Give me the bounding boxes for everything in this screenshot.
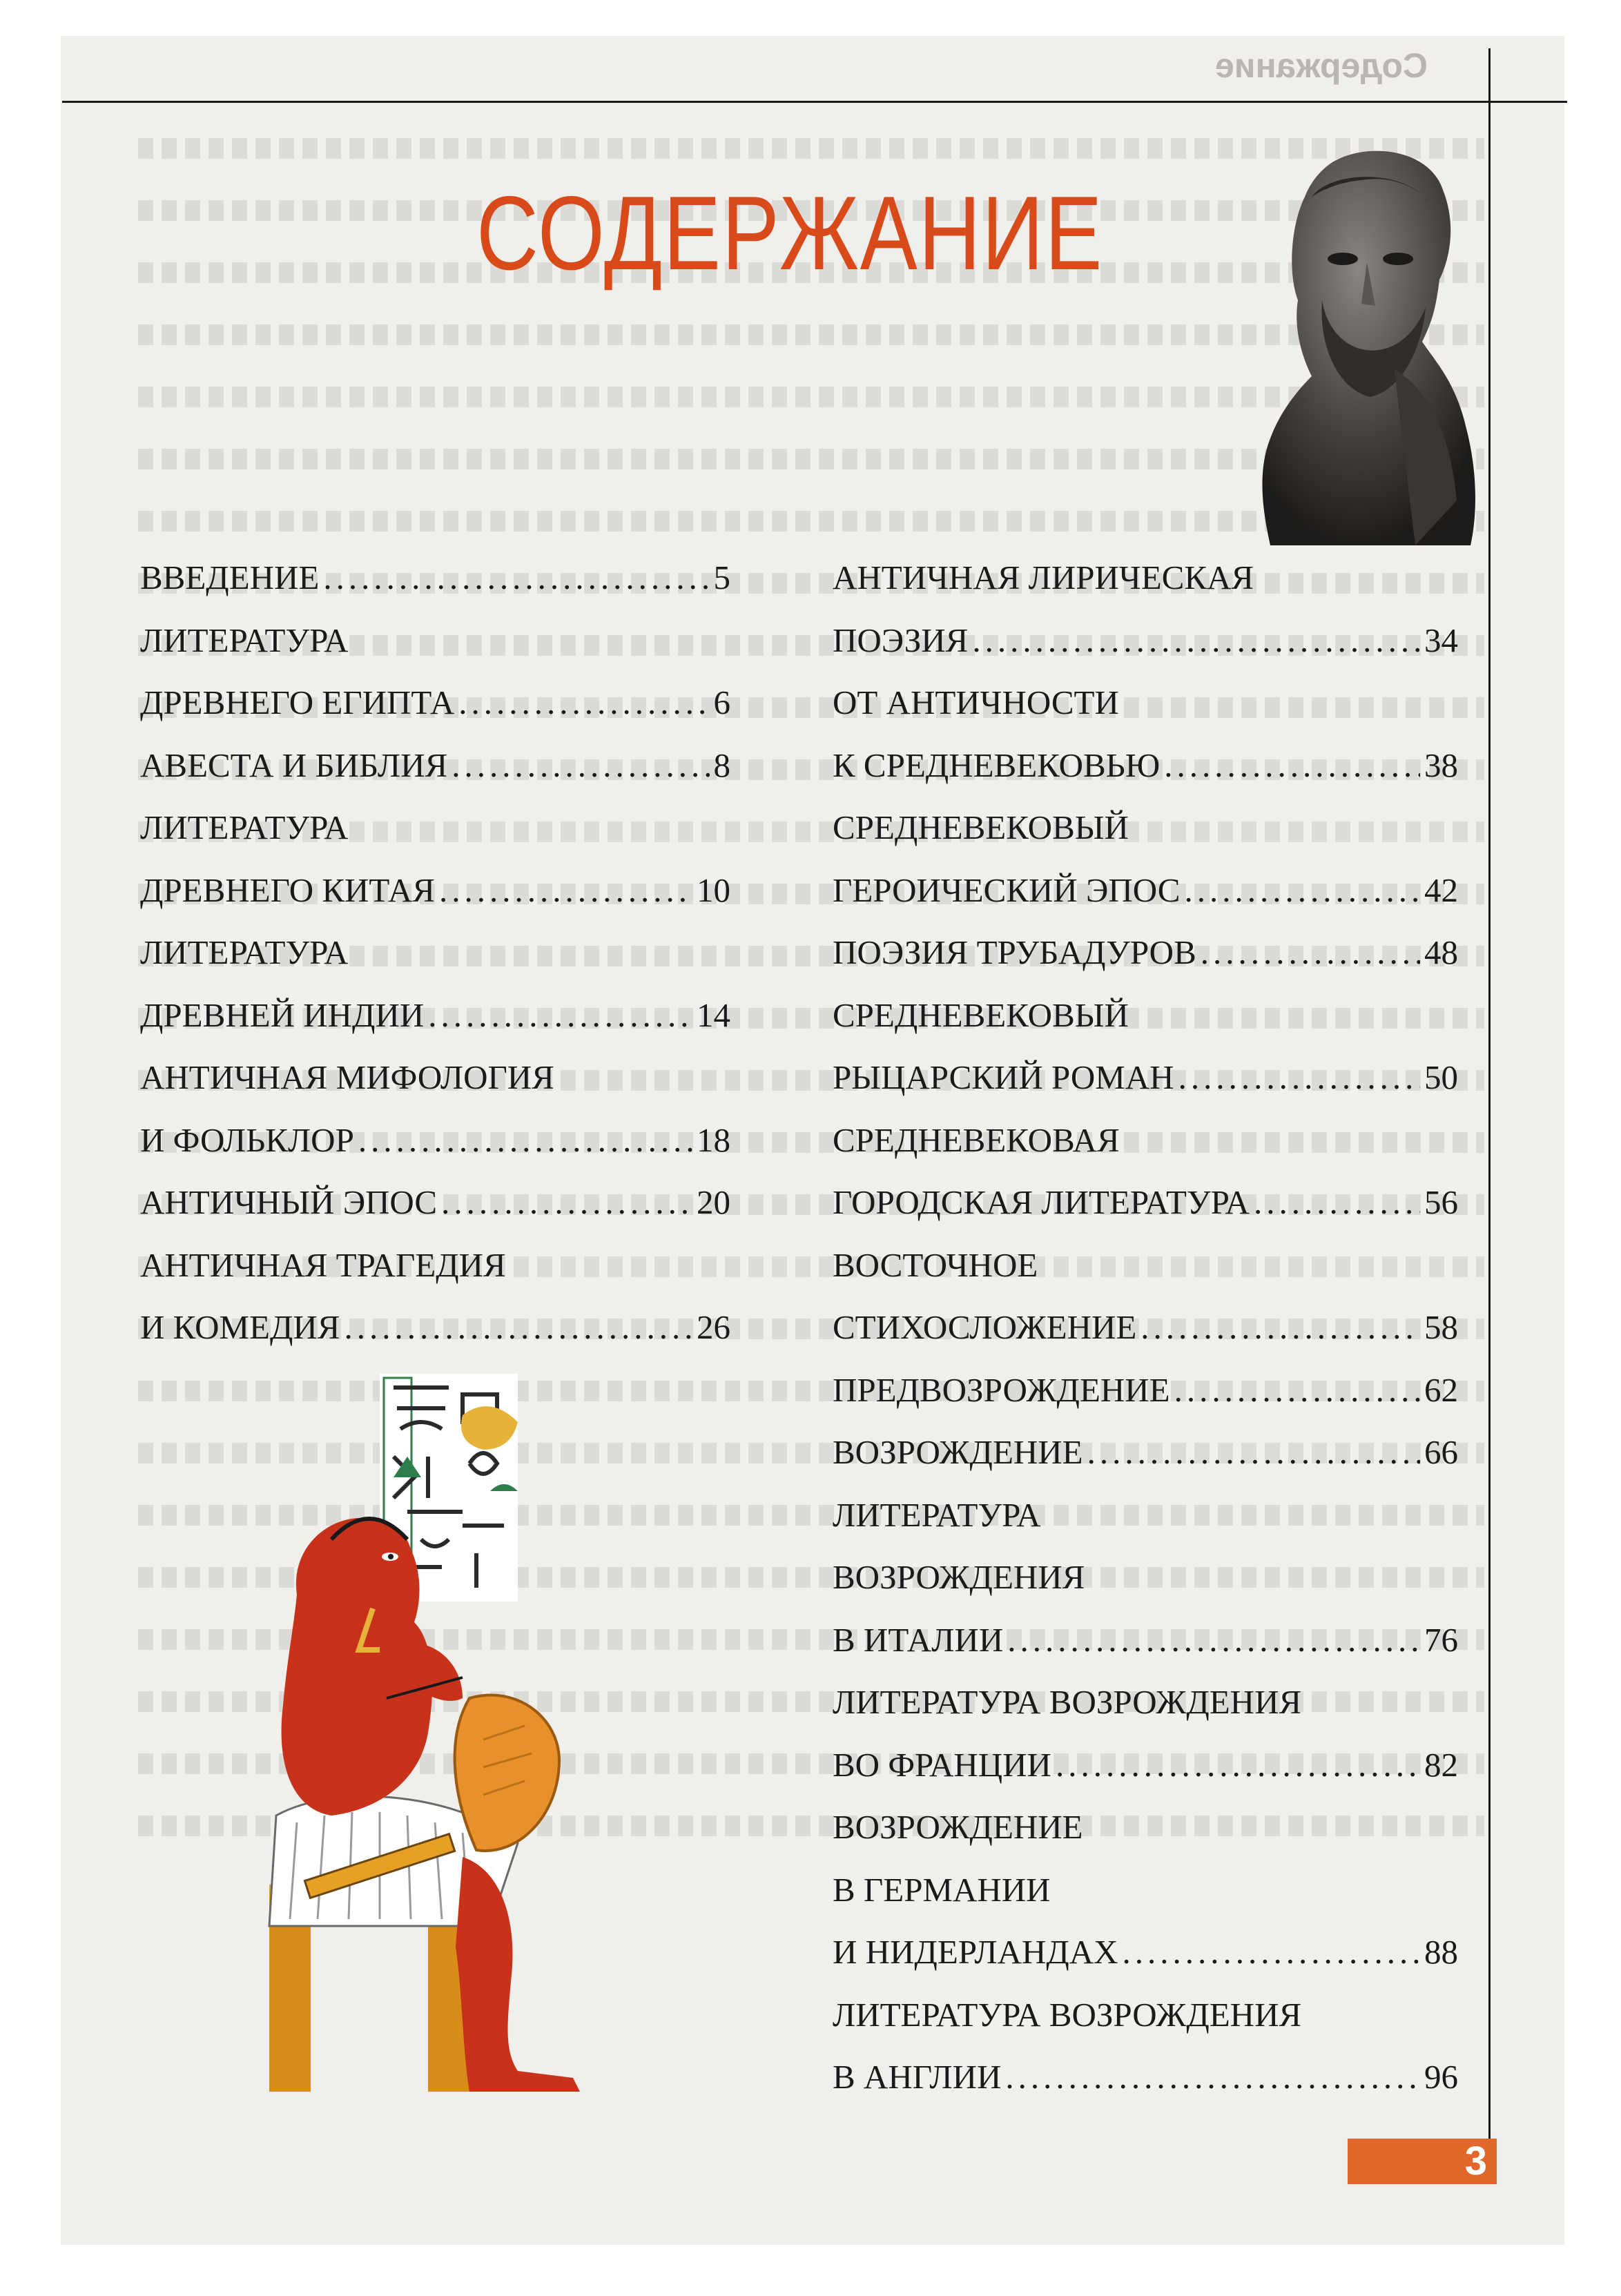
dot-leader <box>1056 1745 1420 1784</box>
toc-entry <box>833 1245 1458 1308</box>
page-title: СОДЕРЖАНИЕ <box>476 175 1104 292</box>
toc-page-number: 56 <box>1424 1183 1458 1221</box>
toc-entry-title: ПОЭЗИЯ <box>833 621 969 659</box>
toc-entry-title: АВЕСТА И БИБЛИЯ <box>140 746 448 784</box>
toc-page-number: 10 <box>697 870 730 909</box>
toc-entry <box>833 1870 1458 1933</box>
dot-leader <box>1007 1620 1420 1660</box>
toc-page-number: 88 <box>1424 1933 1458 1971</box>
page-number-tab <box>1348 2139 1497 2184</box>
toc-entry <box>833 1557 1458 1620</box>
toc-entry <box>140 558 730 621</box>
dot-leader <box>1087 1432 1420 1472</box>
toc-entry-title: АНТИЧНАЯ ЛИРИЧЕСКАЯ <box>833 558 1254 596</box>
toc-entry <box>140 995 730 1058</box>
toc-entry <box>833 2057 1458 2120</box>
toc-entry-title: И ФОЛЬКЛОР <box>140 1120 354 1159</box>
toc-page-number: 20 <box>697 1183 730 1221</box>
toc-entry <box>140 746 730 808</box>
dot-leader <box>428 995 692 1035</box>
toc-entry-title: В АНГЛИИ <box>833 2058 1002 2096</box>
toc-entry-title: К СРЕДНЕВЕКОВЬЮ <box>833 746 1161 784</box>
toc-entry <box>140 621 730 683</box>
toc-entry <box>140 1245 730 1308</box>
egyptian-scribe-image <box>255 1374 683 2092</box>
dot-leader <box>1184 870 1420 910</box>
toc-entry <box>833 683 1458 746</box>
toc-entry <box>140 1307 730 1370</box>
toc-entry-title: ВОСТОЧНОЕ <box>833 1245 1038 1284</box>
toc-entry-title: ПОЭЗИЯ ТРУБАДУРОВ <box>833 933 1196 971</box>
toc-entry-title: ЛИТЕРАТУРА <box>140 933 349 971</box>
toc-entry <box>833 746 1458 808</box>
page-number: 3 <box>1464 2139 1487 2183</box>
toc-entry <box>140 870 730 933</box>
dot-leader <box>344 1307 692 1347</box>
philosopher-bust-image <box>1229 142 1491 549</box>
toc-entry-title: СРЕДНЕВЕКОВЫЙ <box>833 808 1129 846</box>
toc-entry <box>833 995 1458 1058</box>
toc-entry <box>140 683 730 746</box>
toc-entry <box>833 1932 1458 1995</box>
toc-page-number: 62 <box>1424 1370 1458 1409</box>
dot-leader <box>1005 2057 1420 2096</box>
dot-leader <box>441 1183 692 1222</box>
toc-entry <box>833 1620 1458 1683</box>
toc-entry-title: РЫЦАРСКИЙ РОМАН <box>833 1058 1174 1096</box>
toc-entry <box>833 1058 1458 1120</box>
toc-page-number: 76 <box>1424 1620 1458 1659</box>
toc-entry-title: ГОРОДСКАЯ ЛИТЕРАТУРА <box>833 1183 1250 1221</box>
toc-page-number: 96 <box>1424 2058 1458 2096</box>
toc-entry-title: СРЕДНЕВЕКОВЫЙ <box>833 995 1129 1034</box>
toc-entry-title: ГЕРОИЧЕСКИЙ ЭПОС <box>833 870 1181 909</box>
toc-entry-title: ЛИТЕРАТУРА <box>833 1495 1041 1534</box>
toc-page-number: 5 <box>713 558 730 596</box>
toc-right-column <box>833 558 1458 2120</box>
dot-leader <box>358 1120 692 1160</box>
toc-entry <box>140 1120 730 1183</box>
toc-page-number: 8 <box>713 746 730 784</box>
toc-entry-title: ВОЗРОЖДЕНИЕ <box>833 1433 1083 1471</box>
toc-entry-title: ДРЕВНЕГО ЕГИПТА <box>140 683 455 721</box>
dot-leader <box>1174 1370 1420 1410</box>
toc-page-number: 14 <box>697 995 730 1034</box>
toc-entry-title: ВВЕДЕНИЕ <box>140 558 320 596</box>
toc-entry <box>140 1058 730 1120</box>
toc-entry <box>833 1745 1458 1808</box>
dot-leader <box>1123 1932 1420 1972</box>
toc-entry-title: И КОМЕДИЯ <box>140 1308 340 1346</box>
toc-entry <box>833 621 1458 683</box>
toc-entry-title: ПРЕДВОЗРОЖДЕНИЕ <box>833 1370 1170 1409</box>
dot-leader <box>972 621 1420 660</box>
toc-page-number: 66 <box>1424 1433 1458 1471</box>
toc-entry-title: В ГЕРМАНИИ <box>833 1870 1051 1909</box>
toc-entry-title: ОТ АНТИЧНОСТИ <box>833 683 1119 721</box>
toc-page-number: 38 <box>1424 746 1458 784</box>
toc-page-number: 18 <box>697 1120 730 1159</box>
toc-page-number: 34 <box>1424 621 1458 659</box>
toc-entry-title: ЛИТЕРАТУРА <box>140 808 349 846</box>
top-rule <box>62 101 1567 103</box>
toc-entry-title: И НИДЕРЛАНДАХ <box>833 1933 1118 1971</box>
dot-leader <box>452 746 709 785</box>
toc-entry-title: ВО ФРАНЦИИ <box>833 1745 1051 1784</box>
toc-entry-title: ДРЕВНЕГО КИТАЯ <box>140 870 435 909</box>
dot-leader <box>1178 1058 1420 1097</box>
toc-left-column <box>140 558 730 1370</box>
toc-entry <box>833 808 1458 870</box>
toc-entry-title: СТИХОСЛОЖЕНИЕ <box>833 1308 1137 1346</box>
toc-entry-title: СРЕДНЕВЕКОВАЯ <box>833 1120 1120 1159</box>
toc-entry <box>833 933 1458 995</box>
toc-entry <box>833 1120 1458 1183</box>
running-head: Содержание <box>1215 46 1428 85</box>
dot-leader <box>439 870 692 910</box>
toc-entry-title: АНТИЧНЫЙ ЭПОС <box>140 1183 438 1221</box>
toc-page-number: 50 <box>1424 1058 1458 1096</box>
toc-entry <box>833 870 1458 933</box>
toc-entry-title: ВОЗРОЖДЕНИЕ <box>833 1808 1083 1846</box>
toc-entry-title: ВОЗРОЖДЕНИЯ <box>833 1558 1085 1596</box>
toc-entry <box>140 933 730 995</box>
toc-page-number: 6 <box>713 683 730 721</box>
toc-page-number: 26 <box>697 1308 730 1346</box>
toc-entry-title: ЛИТЕРАТУРА ВОЗРОЖДЕНИЯ <box>833 1683 1302 1721</box>
toc-entry <box>833 1183 1458 1245</box>
toc-page-number: 58 <box>1424 1308 1458 1346</box>
toc-page-number: 48 <box>1424 933 1458 971</box>
toc-entry <box>833 1432 1458 1495</box>
toc-entry <box>833 558 1458 621</box>
toc-entry <box>833 1807 1458 1870</box>
toc-entry <box>833 1495 1458 1558</box>
toc-entry <box>140 808 730 870</box>
toc-entry <box>833 1307 1458 1370</box>
toc-entry-title: АНТИЧНАЯ ТРАГЕДИЯ <box>140 1245 506 1284</box>
dot-leader <box>1164 746 1420 785</box>
toc-entry-title: ДРЕВНЕЙ ИНДИИ <box>140 995 425 1034</box>
dot-leader <box>1140 1307 1420 1347</box>
dot-leader <box>458 683 709 722</box>
toc-entry-title: ЛИТЕРАТУРА <box>140 621 349 659</box>
toc-entry <box>833 1370 1458 1433</box>
toc-entry <box>833 1682 1458 1745</box>
toc-page-number: 42 <box>1424 870 1458 909</box>
dot-leader <box>1201 933 1420 972</box>
toc-entry <box>140 1183 730 1245</box>
toc-page-number: 82 <box>1424 1745 1458 1784</box>
toc-entry <box>833 1995 1458 2058</box>
dot-leader <box>323 558 709 597</box>
toc-entry-title: АНТИЧНАЯ МИФОЛОГИЯ <box>140 1058 554 1096</box>
toc-entry-title: ЛИТЕРАТУРА ВОЗРОЖДЕНИЯ <box>833 1995 1302 2034</box>
dot-leader <box>1254 1183 1420 1222</box>
toc-entry-title: В ИТАЛИИ <box>833 1620 1004 1659</box>
